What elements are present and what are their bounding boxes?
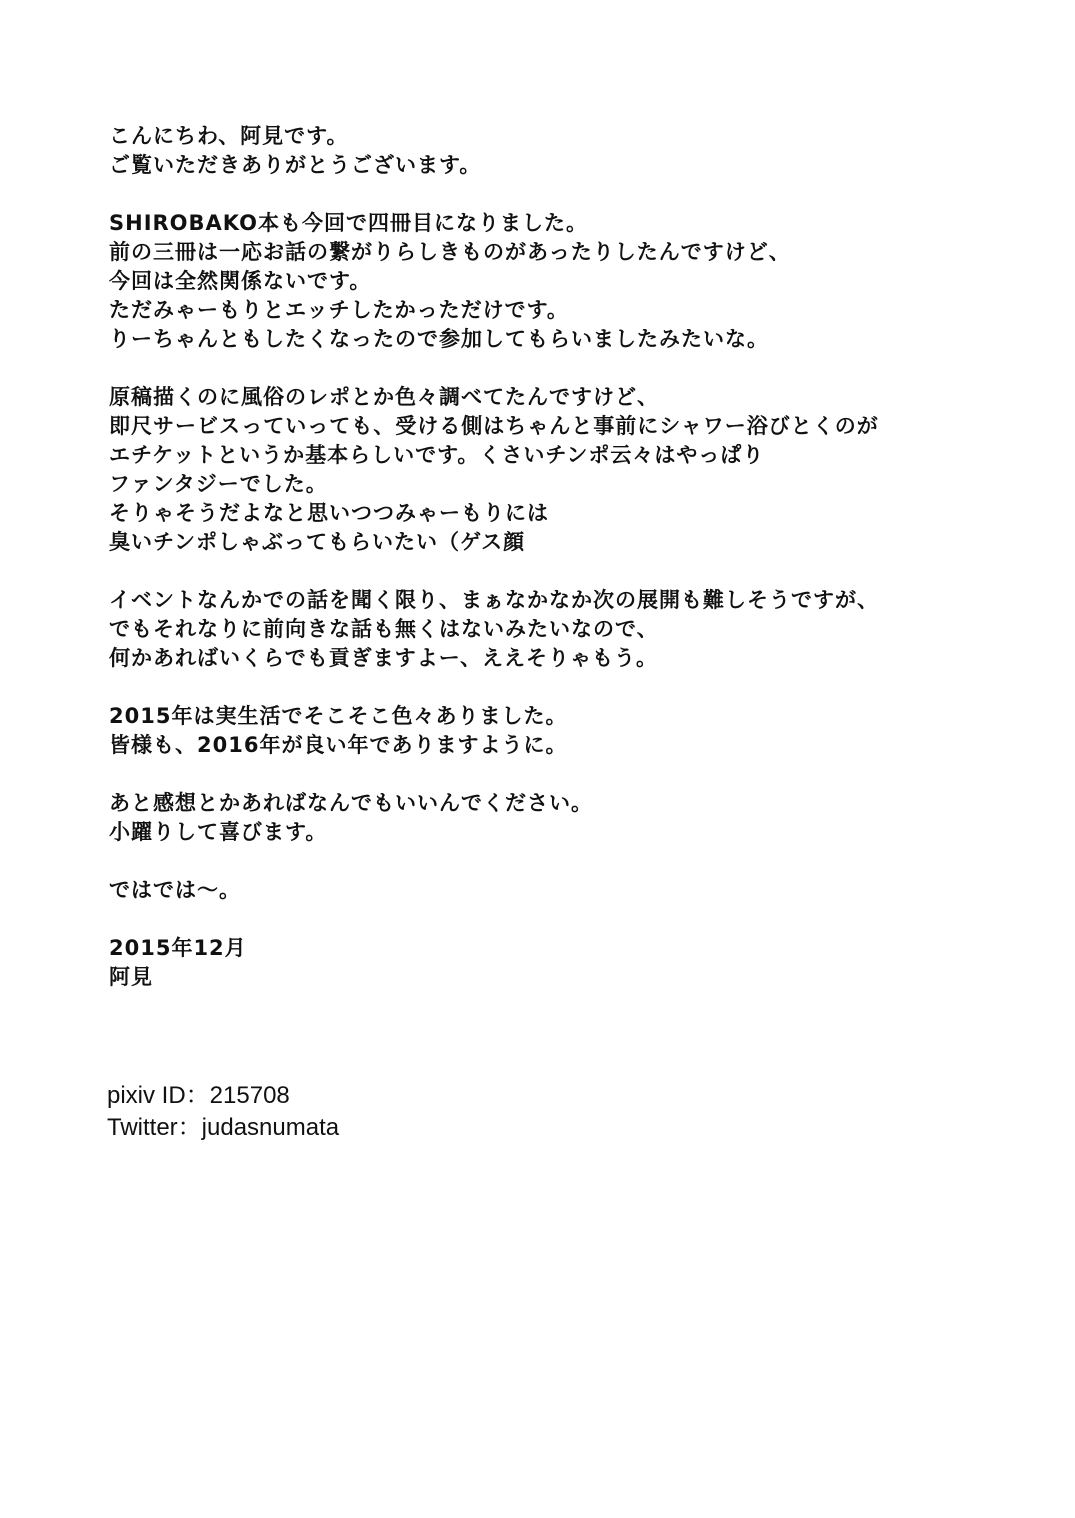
text-line: ただみゃーもりとエッチしたかっただけです。 xyxy=(109,298,569,322)
text-line: ではでは〜。 xyxy=(109,878,241,902)
signature-date: 2015年12月 xyxy=(109,936,247,960)
text-line: ご覧いただきありがとうございます。 xyxy=(109,153,482,177)
signature-author: 阿見 xyxy=(109,965,153,989)
events-paragraph xyxy=(109,586,1049,673)
afterword-text xyxy=(109,122,1049,1021)
text-line: あと感想とかあればなんでもいいんでください。 xyxy=(109,791,593,815)
text-line: 2015年は実生活でそこそこ色々ありました。 xyxy=(109,704,568,728)
research-paragraph xyxy=(109,383,1049,557)
text-line: イベントなんかでの話を聞く限り、まぁなかなか次の展開も難しそうですが、 xyxy=(109,588,879,612)
twitter-handle: Twitter：judasnumata xyxy=(107,1114,340,1141)
signature-block xyxy=(109,934,1049,992)
text-line: ファンタジーでした。 xyxy=(109,472,328,496)
text-line: 原稿描くのに風俗のレポとか色々調べてたんですけど、 xyxy=(109,385,659,409)
text-line: りーちゃんともしたくなったので参加してもらいましたみたいな。 xyxy=(109,327,769,351)
author-credits xyxy=(107,1080,339,1144)
feedback-paragraph xyxy=(109,789,1049,847)
pixiv-id: pixiv ID：215708 xyxy=(107,1082,290,1109)
text-line: 前の三冊は一応お話の繋がりらしきものがあったりしたんですけど、 xyxy=(109,240,791,264)
text-line: 皆様も、2016年が良い年でありますように。 xyxy=(109,733,568,757)
text-line: 小躍りして喜びます。 xyxy=(109,820,328,844)
text-line: エチケットというか基本らしいです。くさいチンポ云々はやっぱり xyxy=(109,443,765,467)
text-line: 今回は全然関係ないです。 xyxy=(109,269,372,293)
text-line: 何かあればいくらでも貢ぎますよー、ええそりゃもう。 xyxy=(109,646,658,670)
text-line: 臭いチンポしゃぶってもらいたい（ゲス顔 xyxy=(109,530,526,554)
greeting-paragraph xyxy=(109,122,1049,180)
text-line: SHIROBAKO本も今回で四冊目になりました。 xyxy=(109,211,588,235)
new-year-paragraph xyxy=(109,702,1049,760)
text-line: でもそれなりに前向きな話も無くはないみたいなので、 xyxy=(109,617,659,641)
text-line: 即尺サービスっていっても、受ける側はちゃんと事前にシャワー浴びとくのが xyxy=(109,414,879,438)
text-line: そりゃそうだよなと思いつつみゃーもりには xyxy=(109,501,549,525)
about-book-paragraph xyxy=(109,209,1049,354)
farewell-paragraph xyxy=(109,876,1049,905)
text-line: こんにちわ、阿見です。 xyxy=(109,124,349,148)
